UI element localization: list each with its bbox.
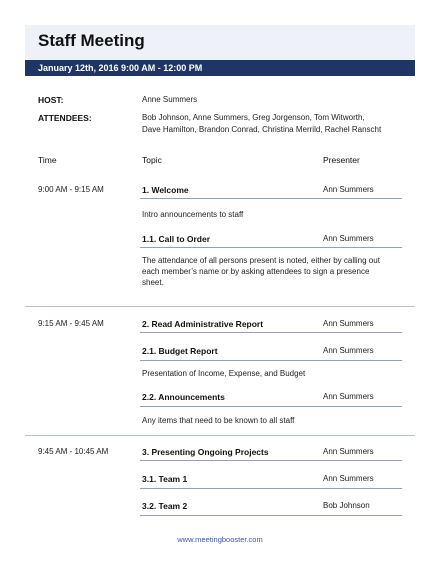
- section-divider: [25, 306, 415, 307]
- divider: [140, 515, 402, 516]
- note-1-1-line-2: each member’s name or by asking attendees to sign a presence: [142, 267, 370, 276]
- note-1-1-line-3: sheet.: [142, 278, 164, 287]
- divider: [140, 247, 402, 248]
- column-presenter: Presenter: [323, 155, 360, 165]
- note-1: Intro announcements to staff: [142, 210, 244, 219]
- host-name: Anne Summers: [142, 95, 198, 104]
- topic-1-1: 1.1. Call to Order: [142, 234, 211, 244]
- time-2: 9:15 AM - 9:45 AM: [38, 319, 104, 328]
- topic-3-2: 3.2. Team 2: [142, 501, 188, 511]
- presenter-3-1: Ann Summers: [323, 474, 374, 483]
- time-1: 9:00 AM - 9:15 AM: [38, 185, 104, 194]
- presenter-2: Ann Summers: [323, 319, 374, 328]
- topic-2: 2. Read Administrative Report: [142, 319, 264, 329]
- presenter-2-1: Ann Summers: [323, 346, 374, 355]
- topic-3-1: 3.1. Team 1: [142, 474, 188, 484]
- topic-3: 3. Presenting Ongoing Projects: [142, 447, 269, 457]
- host-label: HOST:: [38, 95, 64, 105]
- meeting-date: January 12th, 2016 9:00 AM - 12:00 PM: [38, 63, 203, 73]
- column-time: Time: [38, 155, 57, 165]
- note-1-1-line-1: The attendance of all persons present is noted, either by calling out: [142, 256, 380, 265]
- topic-2-2: 2.2. Announcements: [142, 392, 225, 402]
- page-title: Staff Meeting: [38, 31, 145, 50]
- section-divider: [25, 435, 415, 436]
- time-3: 9:45 AM - 10:45 AM: [38, 447, 109, 456]
- divider: [140, 198, 402, 199]
- divider: [140, 406, 402, 407]
- note-2-1: Presentation of Income, Expense, and Budget: [142, 369, 306, 378]
- topic-1: 1. Welcome: [142, 185, 189, 195]
- presenter-3-2: Bob Johnson: [323, 501, 370, 510]
- presenter-2-2: Ann Summers: [323, 392, 374, 401]
- divider: [140, 332, 402, 333]
- presenter-1-1: Ann Summers: [323, 234, 374, 243]
- note-2-2: Any items that need to be known to all staff: [142, 416, 295, 425]
- divider: [140, 360, 402, 361]
- attendees-label: ATTENDEES:: [38, 113, 92, 123]
- footer-link[interactable]: www.meetingbooster.com: [177, 535, 263, 544]
- attendees-line-2: Dave Hamilton, Brandon Conrad, Christina Merrild, Rachel Ranscht: [142, 125, 382, 134]
- attendees-line-1: Bob Johnson, Anne Summers, Greg Jorgenson, Tom Witworth,: [142, 113, 365, 122]
- divider: [140, 460, 402, 461]
- topic-2-1: 2.1. Budget Report: [142, 346, 218, 356]
- column-topic: Topic: [142, 155, 162, 165]
- presenter-1: Ann Summers: [323, 185, 374, 194]
- presenter-3: Ann Summers: [323, 447, 374, 456]
- divider: [140, 488, 402, 489]
